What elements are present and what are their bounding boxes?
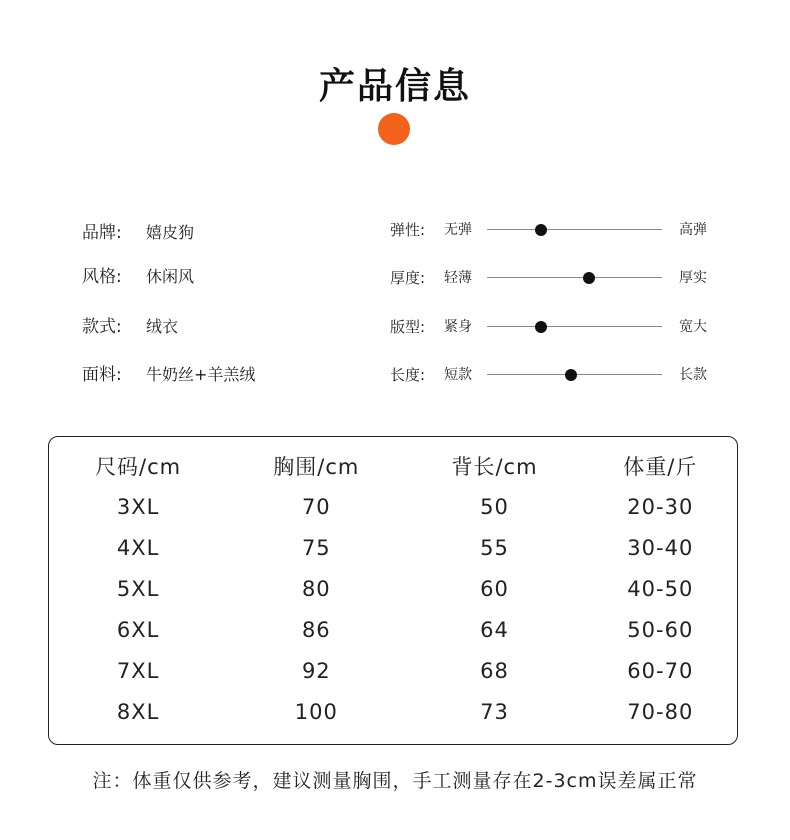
attribute-type [82,315,178,339]
cell-back-length: 73 [480,699,509,724]
attribute-style [82,265,194,289]
header-weight: 体重/斤 [623,454,698,479]
cell-back-length: 55 [480,535,509,560]
page-title: 产品信息 [318,66,471,107]
size-table [49,445,737,732]
cell-weight: 50-60 [627,617,694,642]
cell-back-length: 50 [480,494,509,519]
table-row [49,486,737,527]
scale-track [487,277,662,278]
cell-chest: 86 [301,617,331,642]
footnote: 注：体重仅供参考，建议测量胸围，手工测量存在2-3cm误差属正常 [92,770,698,792]
table-row [49,527,737,568]
attribute-key: 面料: [82,365,122,385]
attribute-key: 款式: [82,317,122,337]
cell-chest: 70 [301,494,331,519]
cell-chest: 100 [294,699,338,724]
cell-weight: 40-50 [627,576,694,601]
cell-back-length: 60 [480,576,509,601]
scale-high-label: 厚实 [679,270,707,286]
scale-track [487,326,662,327]
attribute-value: 绒衣 [146,317,179,336]
cell-weight: 20-30 [627,494,694,519]
attribute-value: 休闲风 [146,267,195,286]
scale-length [390,363,720,387]
cell-back-length: 64 [480,617,509,642]
size-table-box [48,436,738,745]
cell-chest: 75 [301,535,331,560]
cell-chest: 92 [301,658,331,683]
scale-knob [535,224,547,236]
table-header-row [49,445,737,486]
scale-elasticity [390,218,720,242]
header-size: 尺码/cm [95,454,182,479]
scale-low-label: 短款 [444,367,472,383]
cell-back-length: 68 [480,658,509,683]
scale-low-label: 轻薄 [444,270,472,286]
scale-high-label: 高弹 [679,222,707,238]
cell-chest: 80 [301,576,331,601]
attribute-key: 品牌: [82,223,122,243]
scale-low-label: 无弹 [444,222,472,238]
cell-weight: 60-70 [627,658,694,683]
cell-size: 7XL [116,658,160,683]
attribute-key: 风格: [82,267,122,287]
attribute-fabric [82,363,255,387]
scale-label: 版型: [390,318,426,336]
scale-label: 长度: [390,366,426,384]
cell-size: 5XL [116,576,160,601]
attribute-value: 嬉皮狗 [146,223,195,242]
scale-label: 弹性: [390,221,426,239]
cell-weight: 30-40 [627,535,694,560]
cell-weight: 70-80 [627,699,694,724]
scale-track [487,229,662,230]
cell-size: 4XL [116,535,160,560]
table-row [49,650,737,691]
table-row [49,568,737,609]
cell-size: 8XL [116,699,160,724]
scale-label: 厚度: [390,269,426,287]
table-row [49,691,737,732]
accent-dot [378,113,410,145]
scale-knob [565,369,577,381]
attribute-brand [82,221,194,245]
header-back-length: 背长/cm [451,454,538,479]
table-row [49,609,737,650]
attribute-value: 牛奶丝+羊羔绒 [146,365,256,384]
scale-high-label: 宽大 [679,319,707,335]
scale-knob [535,321,547,333]
cell-size: 3XL [116,494,160,519]
scale-high-label: 长款 [679,367,707,383]
header-chest: 胸围/cm [273,454,360,479]
cell-size: 6XL [116,617,160,642]
scale-knob [583,272,595,284]
scale-low-label: 紧身 [444,319,472,335]
scale-thickness [390,266,720,290]
scale-fit [390,315,720,339]
